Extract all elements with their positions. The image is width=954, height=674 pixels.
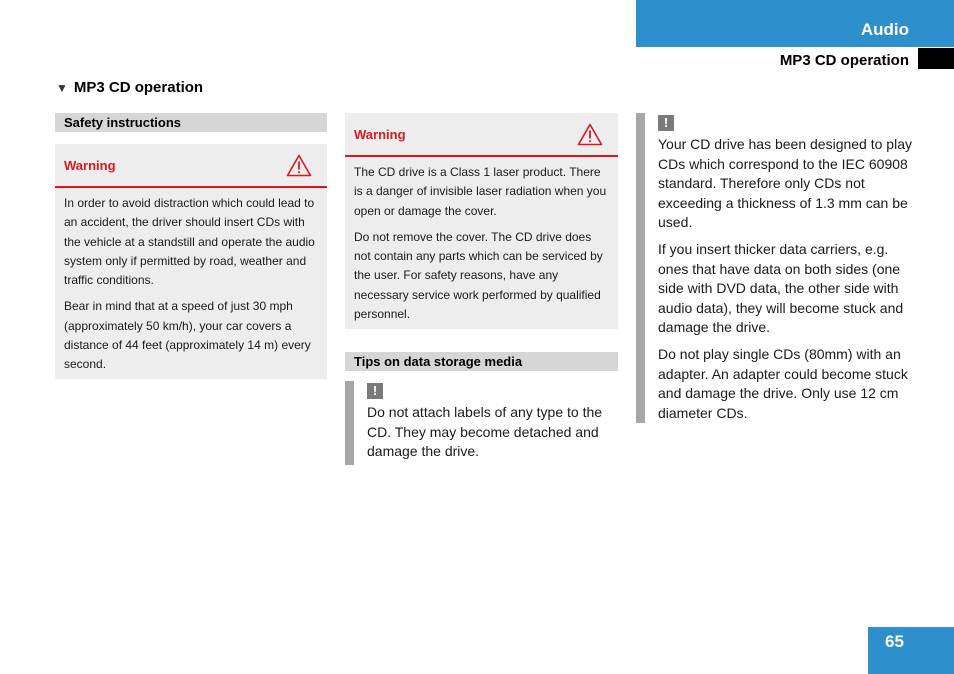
tips-heading: Tips on data storage media	[345, 352, 618, 371]
warning-paragraph: The CD drive is a Class 1 laser product. There is a danger of invisible laser radiation when you open or damage the cover.	[354, 165, 607, 218]
section-title-text: MP3 CD operation	[73, 79, 204, 96]
safety-heading: Safety instructions	[55, 113, 327, 132]
warning-label: Warning	[64, 158, 116, 173]
exclamation-icon: !	[658, 115, 674, 131]
note-text: Do not attach labels of any type to the CD. They may become detached and damage the drive.	[367, 404, 603, 459]
warning-paragraph: Do not remove the cover. The CD drive does not contain any parts which can be serviced by the user. For safety reasons, have any necessary service work performed by qualified personnel.	[354, 229, 603, 322]
triangle-down-icon: ▼	[56, 80, 68, 95]
warning-header	[55, 144, 327, 188]
note-paragraph: Your CD drive has been designed to play CDs which correspond to the IEC 60908 standard. Therefore only CDs not exceeding a thickness of 1.3 mm can be used.	[658, 136, 912, 230]
chapter-tab	[636, 0, 954, 47]
note-cd-standard	[636, 113, 912, 423]
warning-header	[345, 113, 618, 157]
exclamation-icon: !	[367, 383, 383, 399]
header-marker	[918, 48, 954, 69]
note-paragraph: If you insert thicker data carriers, e.g. ones that have data on both sides (one side with DVD data, the other side with audio data), they will become stuck and damage the drive.	[658, 241, 904, 335]
warning-paragraph: In order to avoid distraction which could lead to an accident, the driver should insert CDs with the vehicle at a standstill and operate the audio system only if permitted by road, weather and traffic conditions.	[64, 196, 315, 288]
section-title	[56, 79, 203, 96]
warning-triangle-icon	[577, 123, 603, 146]
warning-box-laser	[345, 113, 618, 329]
page-number: 65	[868, 627, 954, 674]
note-paragraph: Do not play single CDs (80mm) with an adapter. An adapter could become stuck and damage the drive. Only use 12 cm diameter CDs.	[658, 346, 908, 421]
warning-label: Warning	[354, 127, 406, 142]
warning-box-safety	[55, 144, 327, 379]
chapter-title: Audio	[860, 20, 909, 39]
warning-triangle-icon	[286, 154, 312, 177]
warning-body	[55, 188, 327, 383]
warning-body	[345, 157, 618, 332]
warning-paragraph: Bear in mind that at a speed of just 30 mph (approximately 50 km/h), your car covers a distance of 44 feet (approximately 14 m) every second.	[64, 299, 311, 372]
note-labels	[345, 381, 618, 465]
page-subtitle: MP3 CD operation	[779, 52, 909, 69]
